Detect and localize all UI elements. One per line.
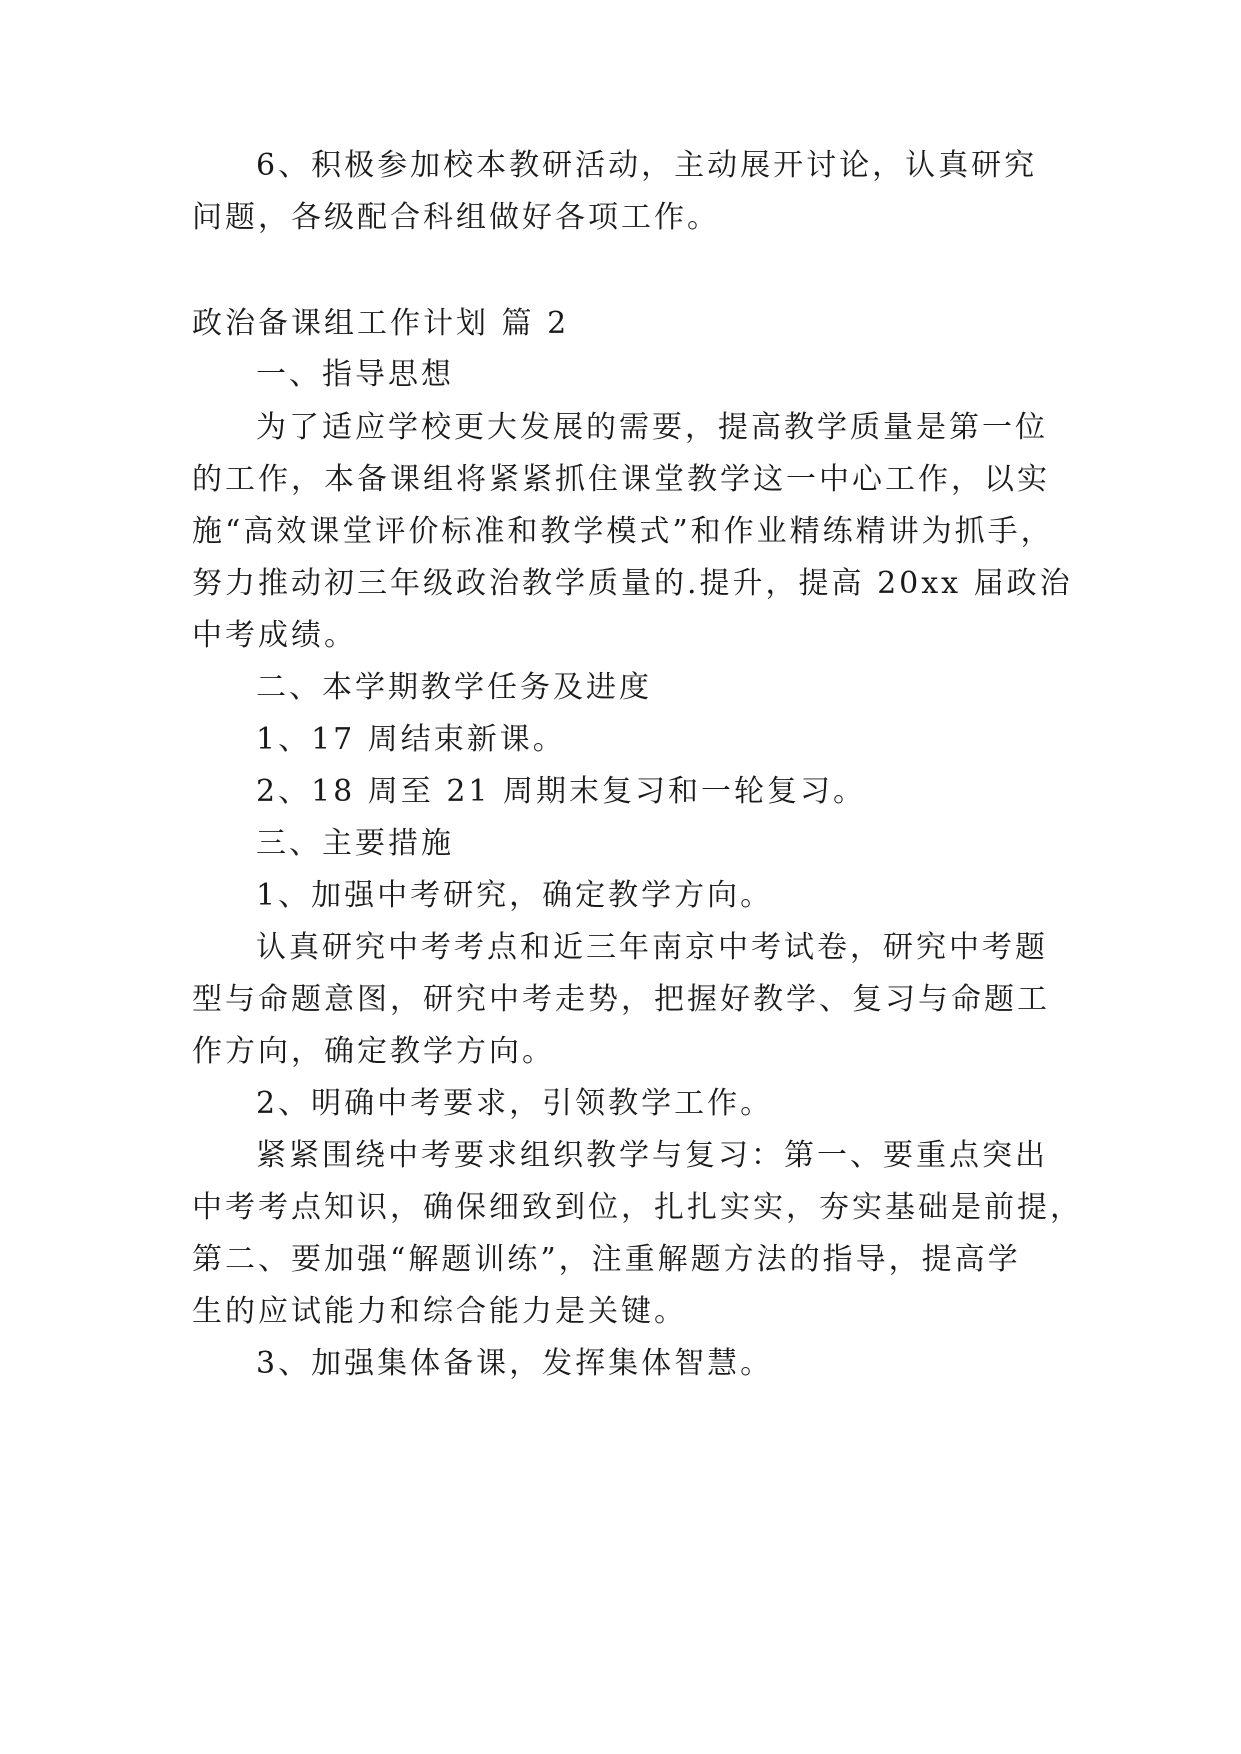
text-line-20: 中考考点知识，确保细致到位，扎扎实实，夯实基础是前提， (192, 1190, 1083, 1225)
text-line-1: 6、积极参加校本教研活动，主动展开讨论，认真研究 (256, 148, 1038, 183)
text-line-16: 型与命题意图，研究中考走势，把握好教学、复习与命题工 (192, 982, 1050, 1017)
text-line-10: 二、本学期教学任务及进度 (256, 670, 652, 705)
text-line-12: 2、18 周至 21 周期末复习和一轮复习。 (256, 774, 867, 809)
text-line-22: 生的应试能力和综合能力是关键。 (192, 1294, 687, 1329)
text-line-9: 中考成绩。 (192, 618, 357, 653)
text-line-6: 的工作，本备课组将紧紧抓住课堂教学这一中心工作，以实 (192, 462, 1050, 497)
text-line-19: 紧紧围绕中考要求组织教学与复习：第一、要重点突出 (256, 1138, 1048, 1173)
text-line-17: 作方向，确定教学方向。 (192, 1034, 555, 1069)
text-line-8: 努力推动初三年级政治教学质量的.提升，提高 20xx 届政治 (192, 566, 1073, 601)
text-line-21: 第二、要加强“解题训练”，注重解题方法的指导，提高学 (192, 1242, 1021, 1277)
text-line-2: 问题，各级配合科组做好各项工作。 (192, 200, 720, 235)
text-line-23: 3、加强集体备课，发挥集体智慧。 (256, 1346, 774, 1381)
text-line-7: 施“高效课堂评价标准和教学模式”和作业精练精讲为抓手， (192, 514, 1054, 549)
text-line-5: 为了适应学校更大发展的需要，提高教学质量是第一位 (256, 410, 1048, 445)
text-line-18: 2、明确中考要求，引领教学工作。 (256, 1086, 774, 1121)
text-line-13: 三、主要措施 (256, 826, 454, 861)
text-line-11: 1、17 周结束新课。 (256, 722, 566, 757)
text-line-14: 1、加强中考研究，确定教学方向。 (256, 878, 774, 913)
text-line-4: 一、指导思想 (256, 357, 454, 392)
section-heading: 政治备课组工作计划 篇 2 (192, 306, 570, 341)
text-line-15: 认真研究中考考点和近三年南京中考试卷，研究中考题 (256, 930, 1048, 965)
